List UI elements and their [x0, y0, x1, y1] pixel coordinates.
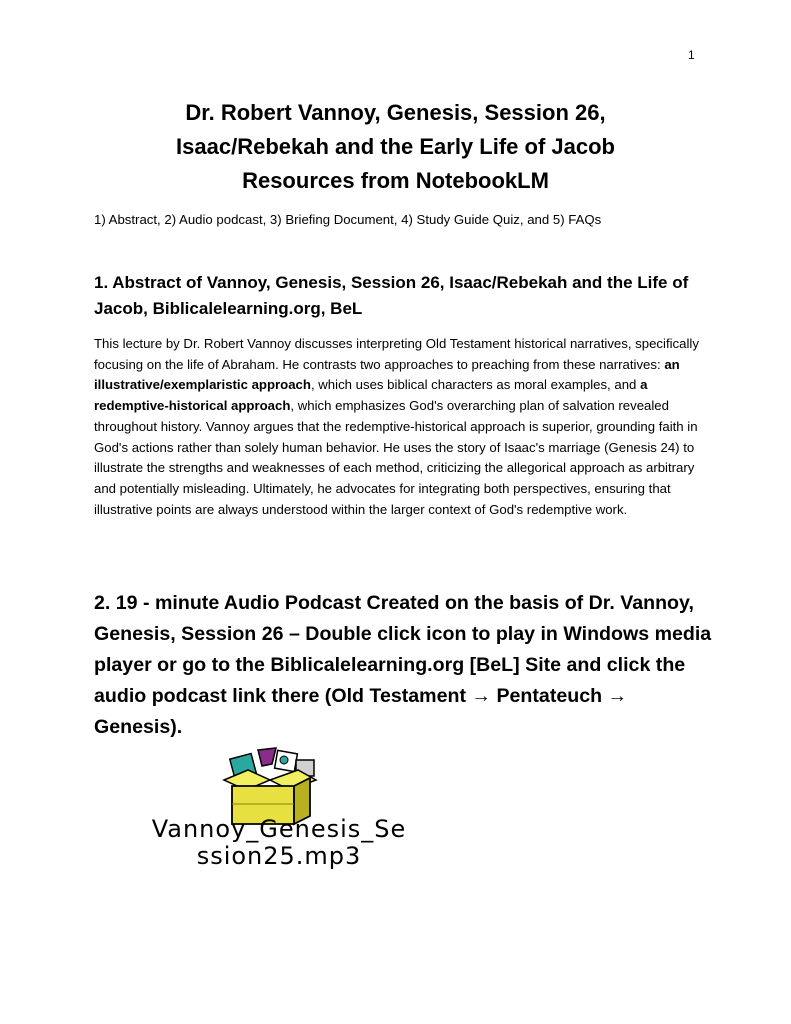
abstract-text-2: , which uses biblical characters as moral examples, and — [310, 377, 641, 393]
title-line-3: Resources from NotebookLM — [242, 168, 549, 193]
page-title — [0, 96, 791, 198]
abstract-text-1: This lecture by Dr. Robert Vannoy discusses interpreting Old Testament historical narratives, specifically focusing on the life of Abraham. He contrasts two approaches to preaching from these narratives: — [94, 336, 699, 372]
arrow-right-icon: → — [607, 685, 628, 707]
podcast-heading-text-1: 2. 19 - minute Audio Podcast Created on the basis of Dr. Vannoy, Genesis, Session 26 – Double click icon to play in Windows media player or go to the Biblicalelearning.org [BeL] Site and click the audio podcast link there (Old Testament — [94, 592, 712, 707]
resources-list: 1) Abstract, 2) Audio podcast, 3) Briefing Document, 4) Study Guide Quiz, and 5) FAQs — [94, 212, 602, 227]
title-line-2: Isaac/Rebekah and the Early Life of Jacob — [176, 134, 615, 159]
abstract-bold-1: an illustrative/exemplaristic approach — [94, 356, 680, 393]
audio-file-label[interactable] — [94, 816, 464, 870]
arrow-right-icon: → — [471, 685, 492, 707]
podcast-heading-text-2: Pentateuch — [491, 685, 608, 707]
podcast-heading-text-3: Genesis). — [94, 716, 183, 738]
title-line-1: Dr. Robert Vannoy, Genesis, Session 26, — [185, 100, 606, 125]
page-number: 1 — [688, 48, 695, 62]
file-label-line-2: ssion25.mp3 — [196, 842, 362, 870]
abstract-paragraph — [94, 334, 704, 520]
abstract-bold-2: a redemptive-historical approach — [94, 377, 648, 414]
abstract-text-3: , which emphasizes God's overarching plan of salvation revealed throughout history. Vannoy argues that the redemptive-historical approach is superior, grounding faith in God's actions rather than solely human behavior. He uses the story of Isaac's marriage (Genesis 24) to illustrate the strengths and weaknesses of each method, criticizing the allegorical approach as arbitrary and potentially misleading. Ultimately, he advocates for integrating both perspectives, ensuring that illustrative points are always understood within the larger context of God's redemptive work. — [94, 398, 698, 517]
abstract-heading: 1. Abstract of Vannoy, Genesis, Session 26, Isaac/Rebekah and the Life of Jacob, Biblicalelearning.org, BeL — [94, 273, 689, 318]
file-label-line-1: Vannoy_Genesis_Se — [151, 815, 407, 843]
podcast-heading — [94, 588, 714, 743]
